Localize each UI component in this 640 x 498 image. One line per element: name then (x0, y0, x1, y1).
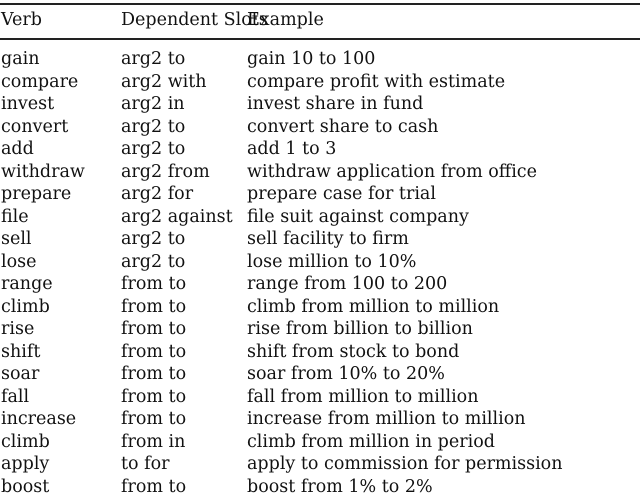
table-row (0, 453, 640, 476)
top-rule (0, 3, 640, 5)
slots-cell: arg2 against (121, 206, 233, 229)
verb-cell: range (1, 273, 53, 296)
table-row (0, 431, 640, 454)
header-example: Example (247, 9, 324, 31)
verb-cell: fall (1, 386, 29, 409)
verb-cell: lose (1, 251, 36, 274)
example-cell: shift from stock to bond (247, 341, 459, 364)
example-cell: rise from billion to billion (247, 318, 473, 341)
verb-cell: rise (1, 318, 34, 341)
slots-cell: arg2 to (121, 228, 185, 251)
example-cell: climb from million to million (247, 296, 499, 319)
table-header (0, 9, 640, 31)
table-row (0, 251, 640, 274)
example-cell: apply to commission for permission (247, 453, 563, 476)
slots-cell: from to (121, 386, 186, 409)
verb-cell: prepare (1, 183, 71, 206)
example-cell: climb from million in period (247, 431, 495, 454)
slots-cell: from to (121, 363, 186, 386)
table-row (0, 48, 640, 71)
slots-cell: to for (121, 453, 170, 476)
table-row (0, 138, 640, 161)
table-row (0, 386, 640, 409)
table-body (0, 48, 640, 498)
slots-cell: arg2 from (121, 161, 210, 184)
verb-cell: climb (1, 296, 50, 319)
example-cell: file suit against company (247, 206, 469, 229)
slots-cell: from to (121, 318, 186, 341)
example-cell: convert share to cash (247, 116, 438, 139)
verb-cell: invest (1, 93, 54, 116)
verb-cell: compare (1, 71, 78, 94)
slots-cell: from to (121, 273, 186, 296)
verb-cell: climb (1, 431, 50, 454)
header-verb: Verb (1, 9, 42, 31)
table-row (0, 363, 640, 386)
example-cell: gain 10 to 100 (247, 48, 375, 71)
verb-cell: convert (1, 116, 68, 139)
verb-cell: soar (1, 363, 39, 386)
table-row (0, 93, 640, 116)
table-row (0, 296, 640, 319)
table-row (0, 318, 640, 341)
slots-cell: arg2 in (121, 93, 185, 116)
verb-cell: boost (1, 476, 49, 498)
slots-cell: from to (121, 341, 186, 364)
slots-cell: arg2 to (121, 138, 185, 161)
verb-cell: add (1, 138, 34, 161)
verb-cell: sell (1, 228, 32, 251)
table-row (0, 206, 640, 229)
slots-cell: from to (121, 408, 186, 431)
example-cell: withdraw application from office (247, 161, 537, 184)
slots-cell: arg2 with (121, 71, 207, 94)
verb-cell: shift (1, 341, 40, 364)
verb-cell: file (1, 206, 29, 229)
slots-cell: arg2 to (121, 116, 185, 139)
example-cell: increase from million to million (247, 408, 526, 431)
table-row (0, 183, 640, 206)
table-row (0, 273, 640, 296)
verb-cell: withdraw (1, 161, 85, 184)
table-row (0, 161, 640, 184)
table-row (0, 71, 640, 94)
example-cell: soar from 10% to 20% (247, 363, 445, 386)
header-rule (0, 38, 640, 40)
table-row (0, 228, 640, 251)
verb-cell: apply (1, 453, 49, 476)
slots-cell: arg2 for (121, 183, 193, 206)
verb-cell: increase (1, 408, 76, 431)
example-cell: lose million to 10% (247, 251, 416, 274)
example-cell: fall from million to million (247, 386, 478, 409)
example-cell: add 1 to 3 (247, 138, 336, 161)
table-row (0, 408, 640, 431)
example-cell: boost from 1% to 2% (247, 476, 433, 498)
slots-cell: from to (121, 476, 186, 498)
table-row (0, 476, 640, 498)
slots-cell: arg2 to (121, 48, 185, 71)
slots-cell: from to (121, 296, 186, 319)
example-cell: range from 100 to 200 (247, 273, 447, 296)
example-cell: prepare case for trial (247, 183, 436, 206)
example-cell: sell facility to firm (247, 228, 409, 251)
table-row (0, 341, 640, 364)
verb-cell: gain (1, 48, 40, 71)
header-dependent-slots: Dependent Slots (121, 9, 268, 31)
example-cell: compare profit with estimate (247, 71, 505, 94)
slots-cell: from in (121, 431, 185, 454)
table-row (0, 116, 640, 139)
example-cell: invest share in fund (247, 93, 423, 116)
slots-cell: arg2 to (121, 251, 185, 274)
